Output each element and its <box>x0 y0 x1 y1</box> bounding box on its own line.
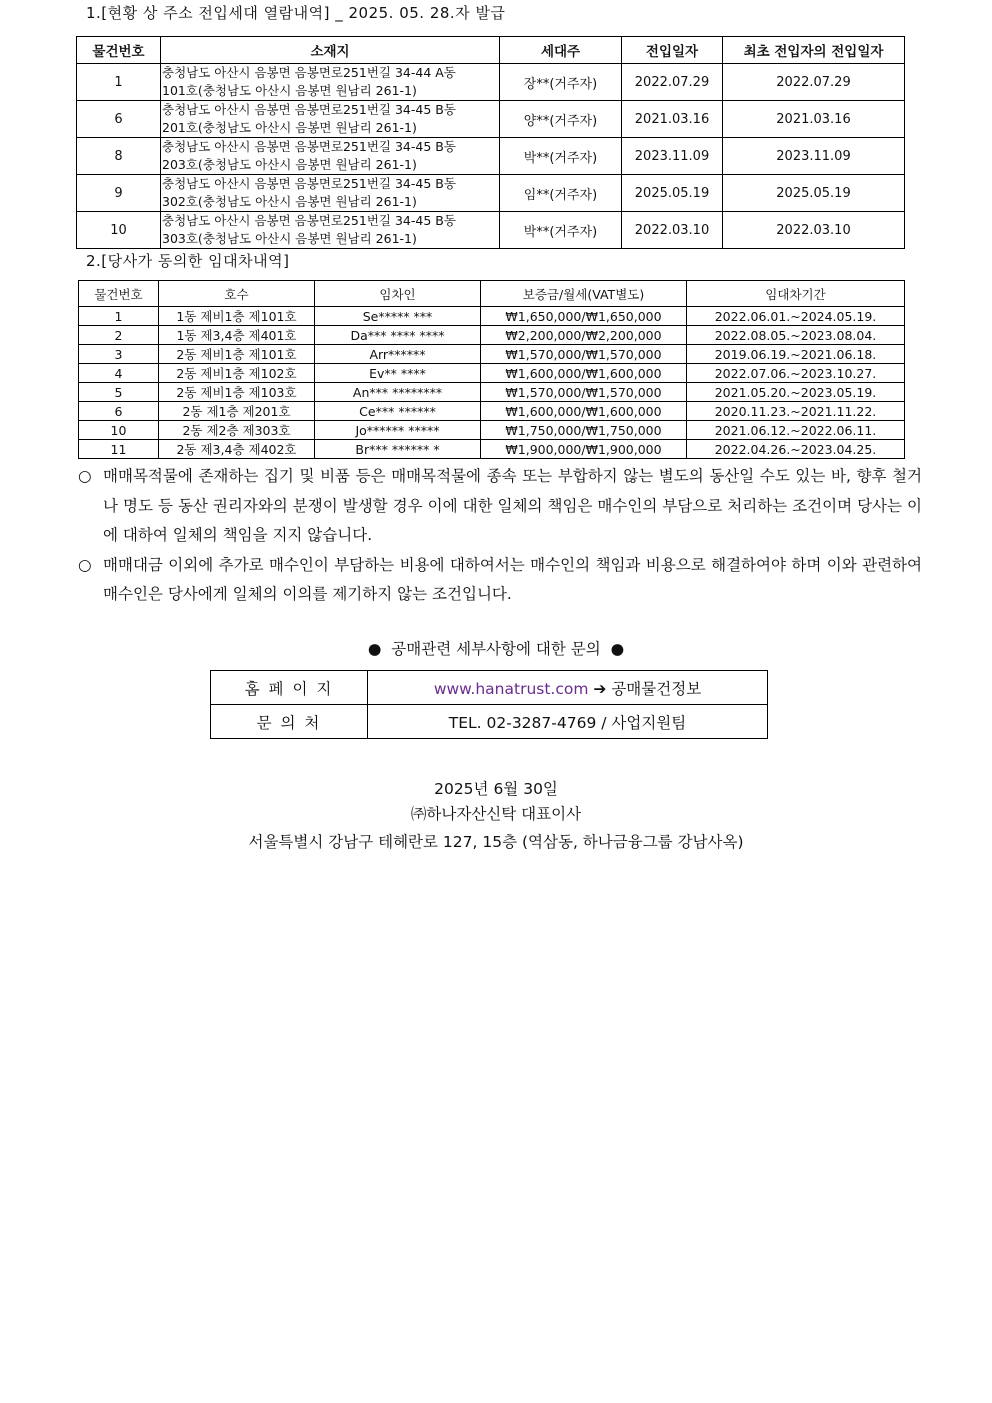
move-in-date-cell: 2022.03.10 <box>622 212 723 249</box>
inquiry-title <box>0 637 992 659</box>
contact-value: TEL. 02-3287-4769 / 사업지원팀 <box>368 705 768 739</box>
move-in-date-cell: 2025.05.19 <box>622 175 723 212</box>
item-no-cell: 5 <box>79 383 159 402</box>
lease-period-cell: 2022.07.06.~2023.10.27. <box>687 364 905 383</box>
item-no-cell: 1 <box>79 307 159 326</box>
address-line: 충청남도 아산시 음봉면 음봉면로251번길 34-44 A동 <box>162 65 456 80</box>
homepage-row <box>211 671 768 705</box>
household-head-cell: 박**(거주자) <box>500 212 622 249</box>
deposit-rent-cell: ₩1,600,000/₩1,600,000 <box>481 364 687 383</box>
unit-cell: 2동 제2층 제303호 <box>159 421 315 440</box>
inquiry-table <box>210 670 768 739</box>
contact-row <box>211 705 768 739</box>
address-line: 충청남도 아산시 음봉면 음봉면로251번길 34-45 B동 <box>162 176 456 191</box>
header-address: 소재지 <box>161 37 500 64</box>
address-cell <box>161 101 500 138</box>
unit-cell: 2동 제비1층 제103호 <box>159 383 315 402</box>
header-item-no: 물건번호 <box>77 37 161 64</box>
address-cell <box>161 138 500 175</box>
notes-section <box>78 462 922 610</box>
table-row <box>77 101 905 138</box>
arrow-right-icon: ➔ <box>593 679 607 698</box>
tenant-cell: Arr****** <box>315 345 481 364</box>
item-no-cell: 6 <box>79 402 159 421</box>
deposit-rent-cell: ₩1,750,000/₩1,750,000 <box>481 421 687 440</box>
item-no-cell: 11 <box>79 440 159 459</box>
table-row <box>77 175 905 212</box>
deposit-rent-cell: ₩1,650,000/₩1,650,000 <box>481 307 687 326</box>
move-in-date-cell: 2022.07.29 <box>622 64 723 101</box>
header-tenant: 임차인 <box>315 281 481 307</box>
header-household-head: 세대주 <box>500 37 622 64</box>
address-line: 충청남도 아산시 음봉면 음봉면로251번길 34-45 B동 <box>162 139 456 154</box>
inquiry-title-text: 공매관련 세부사항에 대한 문의 <box>391 640 601 658</box>
lease-period-cell: 2022.06.01.~2024.05.19. <box>687 307 905 326</box>
unit-cell: 2동 제1층 제201호 <box>159 402 315 421</box>
lease-period-cell: 2022.04.26.~2023.04.25. <box>687 440 905 459</box>
lease-period-cell: 2020.11.23.~2021.11.22. <box>687 402 905 421</box>
address-line: 101호(충청남도 아산시 음봉면 원남리 261-1) <box>162 83 417 98</box>
lease-period-cell: 2019.06.19.~2021.06.18. <box>687 345 905 364</box>
table-row <box>77 212 905 249</box>
note-text: 매매대금 이외에 추가로 매수인이 부담하는 비용에 대하여서는 매수인의 책임과 비용으로 해결하여야 하며 이와 관련하여 매수인은 당사에게 일체의 이의를 제기하지 않는 조건입니다. <box>103 555 922 603</box>
item-no-cell: 6 <box>77 101 161 138</box>
item-no-cell: 9 <box>77 175 161 212</box>
first-move-in-date-cell: 2022.03.10 <box>723 212 905 249</box>
lease-period-cell: 2022.08.05.~2023.08.04. <box>687 326 905 345</box>
tenant-cell: Ev** **** <box>315 364 481 383</box>
address-line: 302호(충청남도 아산시 음봉면 원남리 261-1) <box>162 194 417 209</box>
header-item-no: 물건번호 <box>79 281 159 307</box>
table-header-row <box>77 37 905 64</box>
circle-bullet-icon: ○ <box>78 555 92 574</box>
header-unit: 호수 <box>159 281 315 307</box>
deposit-rent-cell: ₩1,600,000/₩1,600,000 <box>481 402 687 421</box>
first-move-in-date-cell: 2025.05.19 <box>723 175 905 212</box>
item-no-cell: 10 <box>79 421 159 440</box>
household-head-cell: 임**(거주자) <box>500 175 622 212</box>
first-move-in-date-cell: 2023.11.09 <box>723 138 905 175</box>
header-move-in-date: 전입일자 <box>622 37 723 64</box>
address-cell <box>161 212 500 249</box>
note-text: 매매목적물에 존재하는 집기 및 비품 등은 매매목적물에 종속 또는 부합하지 않는 별도의 동산일 수도 있는 바, 향후 철거나 명도 등 동산 권리자와의 분쟁이 발생할 경우 이에 대한 일체의 책임은 매수인의 부담으로 처리하는 조건이며 당사는 이에 대하여 일체의 책임을 지지 않습니다. <box>103 467 922 544</box>
circle-bullet-icon: ○ <box>78 467 92 485</box>
address-line: 303호(충청남도 아산시 음봉면 원남리 261-1) <box>162 231 417 246</box>
tenant-cell: An*** ******** <box>315 383 481 402</box>
address-line: 203호(충청남도 아산시 음봉면 원남리 261-1) <box>162 157 417 172</box>
table-row <box>77 64 905 101</box>
note-item <box>78 462 922 551</box>
table-row <box>77 138 905 175</box>
deposit-rent-cell: ₩1,570,000/₩1,570,000 <box>481 345 687 364</box>
note-item <box>78 551 922 610</box>
header-deposit-rent: 보증금/월세(VAT별도) <box>481 281 687 307</box>
address-cell <box>161 64 500 101</box>
lease-table <box>78 280 905 459</box>
item-no-cell: 4 <box>79 364 159 383</box>
tenant-cell: Jo****** ***** <box>315 421 481 440</box>
table-header-row <box>79 281 905 307</box>
table-row <box>79 307 905 326</box>
deposit-rent-cell: ₩1,900,000/₩1,900,000 <box>481 440 687 459</box>
bullet-dot-icon: ● <box>367 640 382 658</box>
first-move-in-date-cell: 2022.07.29 <box>723 64 905 101</box>
household-head-cell: 장**(거주자) <box>500 64 622 101</box>
lease-period-cell: 2021.05.20.~2023.05.19. <box>687 383 905 402</box>
table-row <box>79 383 905 402</box>
address-cell <box>161 175 500 212</box>
table-row <box>79 402 905 421</box>
table-row <box>79 440 905 459</box>
deposit-rent-cell: ₩1,570,000/₩1,570,000 <box>481 383 687 402</box>
table-row <box>79 364 905 383</box>
tenant-cell: Ce*** ****** <box>315 402 481 421</box>
homepage-cell <box>368 671 768 705</box>
footer-date: 2025년 6월 30일 <box>434 780 558 798</box>
tenant-cell: Se***** *** <box>315 307 481 326</box>
footer-company: ㈜하나자산신탁 대표이사 <box>410 805 582 823</box>
item-no-cell: 2 <box>79 326 159 345</box>
footer-address: 서울특별시 강남구 테헤란로 127, 15층 (역삼동, 하나금융그룹 강남사옥) <box>248 833 744 851</box>
table-row <box>79 326 905 345</box>
unit-cell: 1동 제3,4층 제401호 <box>159 326 315 345</box>
item-no-cell: 3 <box>79 345 159 364</box>
homepage-link[interactable]: www.hanatrust.com <box>433 679 589 698</box>
bullet-dot-icon: ● <box>610 640 625 658</box>
section2-title: 2.[당사가 동의한 임대차내역] <box>86 252 290 270</box>
resident-registry-table <box>76 36 905 249</box>
move-in-date-cell: 2023.11.09 <box>622 138 723 175</box>
household-head-cell: 양**(거주자) <box>500 101 622 138</box>
homepage-destination: 공매물건정보 <box>611 679 702 698</box>
item-no-cell: 8 <box>77 138 161 175</box>
unit-cell: 2동 제비1층 제101호 <box>159 345 315 364</box>
address-line: 201호(충청남도 아산시 음봉면 원남리 261-1) <box>162 120 417 135</box>
header-first-move-in-date: 최초 전입자의 전입일자 <box>723 37 905 64</box>
table-row <box>79 345 905 364</box>
table-row <box>79 421 905 440</box>
tenant-cell: Da*** **** **** <box>315 326 481 345</box>
section1-title: 1.[현황 상 주소 전입세대 열람내역] _ 2025. 05. 28.자 발급 <box>86 4 506 22</box>
household-head-cell: 박**(거주자) <box>500 138 622 175</box>
contact-label: 문 의 처 <box>211 705 368 739</box>
unit-cell: 1동 제비1층 제101호 <box>159 307 315 326</box>
address-line: 충청남도 아산시 음봉면 음봉면로251번길 34-45 B동 <box>162 102 456 117</box>
unit-cell: 2동 제3,4층 제402호 <box>159 440 315 459</box>
move-in-date-cell: 2021.03.16 <box>622 101 723 138</box>
tenant-cell: Br*** ****** * <box>315 440 481 459</box>
item-no-cell: 1 <box>77 64 161 101</box>
address-line: 충청남도 아산시 음봉면 음봉면로251번길 34-45 B동 <box>162 213 456 228</box>
deposit-rent-cell: ₩2,200,000/₩2,200,000 <box>481 326 687 345</box>
homepage-label: 홈 페 이 지 <box>211 671 368 705</box>
item-no-cell: 10 <box>77 212 161 249</box>
unit-cell: 2동 제비1층 제102호 <box>159 364 315 383</box>
lease-period-cell: 2021.06.12.~2022.06.11. <box>687 421 905 440</box>
first-move-in-date-cell: 2021.03.16 <box>723 101 905 138</box>
header-lease-period: 임대차기간 <box>687 281 905 307</box>
